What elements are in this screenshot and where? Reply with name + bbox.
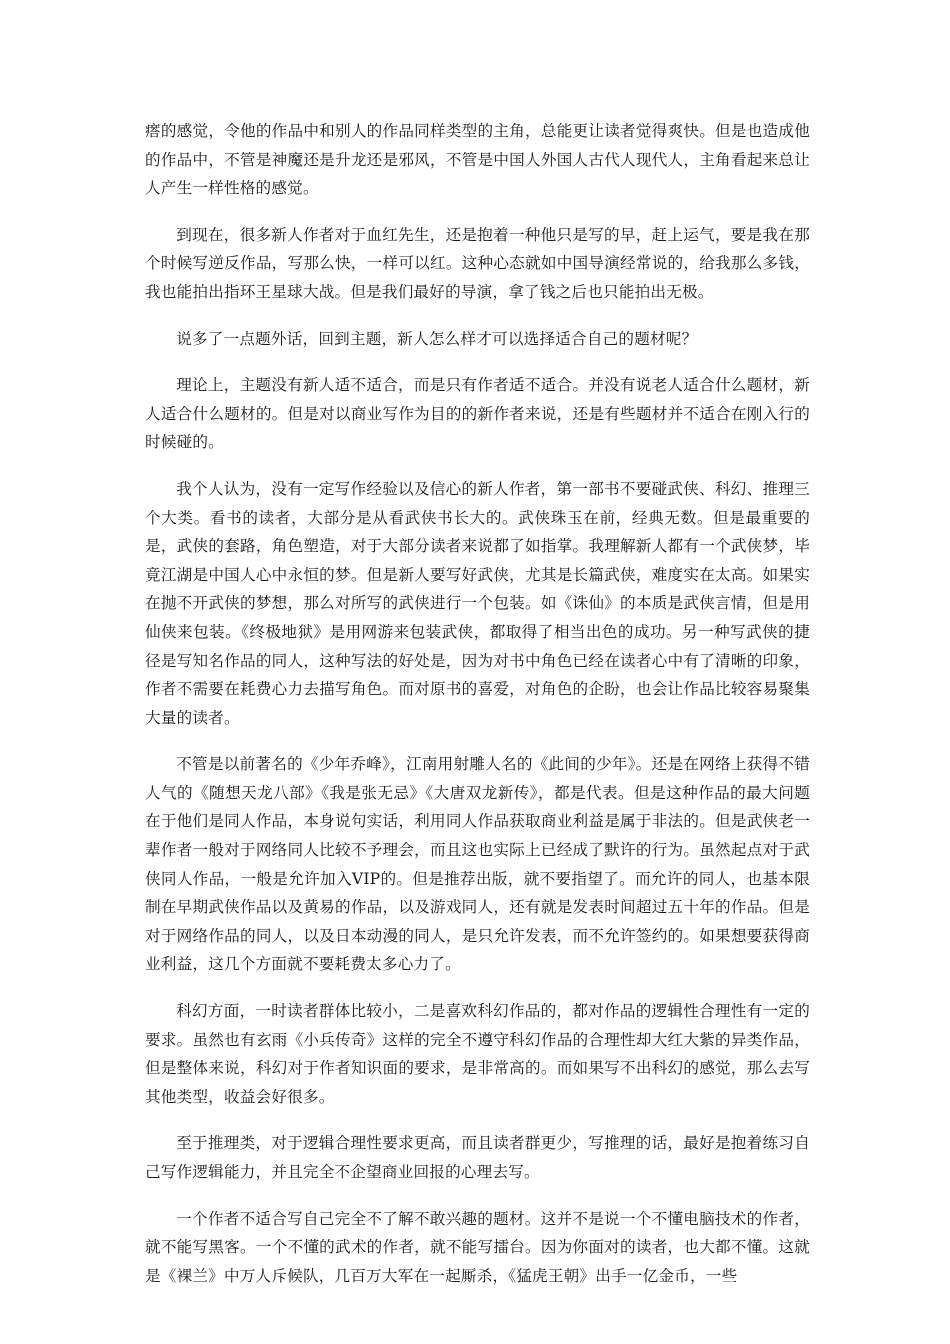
- paragraph-6: 不管是以前著名的《少年乔峰》，江南用射雕人名的《此间的少年》。还是在网络上获得不错人气的《随想天龙八部》《我是张无忌》《大唐双龙新传》，都是代表。但是这种作品的最大问题在于他们是同人作品，本身说句实话，利用同人作品获取商业利益是属于非法的。但是武侠老一辈作者一般对于网络同人比较不予理会，而且这也实际上已经成了默许的行为。虽然起点对于武侠同人作品，一般是允许加入VIP的。但是推荐出版，就不要指望了。而允许的同人，也基本限制在早期武侠作品以及黄易的作品，以及游戏同人，还有就是发表时间超过五十年的作品。但是对于网络作品的同人，以及日本动漫的同人，是只允许发表，而不允许签约的。如果想要获得商业利益，这几个方面就不要耗费太多心力了。: [145, 755, 810, 974]
- paragraph-8: 至于推理类，对于逻辑合理性要求更高，而且读者群更少，写推理的话，最好是抱着练习自己写作逻辑能力，并且完全不企望商业回报的心理去写。: [145, 1134, 810, 1181]
- paragraph-4: 理论上，主题没有新人适不适合，而是只有作者适不适合。并没有说老人适合什么题材，新人适合什么题材的。但是对以商业写作为目的的新作者来说，还是有些题材并不适合在刚入行的时候碰的。: [145, 376, 810, 452]
- document-body: [145, 117, 810, 1308]
- paragraph-9: 一个作者不适合写自己完全不了解不敢兴趣的题材。这并不是说一个不懂电脑技术的作者，就不能写黑客。一个不懂的武术的作者，就不能写擂台。因为你面对的读者，也大都不懂。这就是《裸兰》中万人斥候队，几百万大军在一起厮杀，《猛虎王朝》出手一亿金币，一些: [145, 1209, 810, 1285]
- paragraph-7: 科幻方面，一时读者群体比较小，二是喜欢科幻作品的，都对作品的逻辑性合理性有一定的要求。虽然也有玄雨《小兵传奇》这样的完全不遵守科幻作品的合理性却大红大紫的异类作品，但是整体来说，科幻对于作者知识面的要求，是非常高的。而如果写不出科幻的感觉，那么去写其他类型，收益会好很多。: [145, 1002, 810, 1106]
- paragraph-2: 到现在，很多新人作者对于血红先生，还是抱着一种他只是写的早，赶上运气，要是我在那个时候写逆反作品，写那么快，一样可以红。这种心态就如中国导演经常说的，给我那么多钱，我也能拍出指环王星球大战。但是我们最好的导演，拿了钱之后也只能拍出无极。: [145, 225, 810, 301]
- paragraph-1: 瘩的感觉，令他的作品中和别人的作品同样类型的主角，总能更让读者觉得爽快。但是也造成他的作品中，不管是神魔还是升龙还是邪风，不管是中国人外国人古代人现代人，主角看起来总让人产生一样性格的感觉。: [145, 122, 810, 198]
- paragraph-5: 我个人认为，没有一定写作经验以及信心的新人作者，第一部书不要碰武侠、科幻、推理三个大类。看书的读者，大部分是从看武侠书长大的。武侠珠玉在前，经典无数。但是最重要的是，武侠的套路，角色塑造，对于大部分读者来说都了如指掌。我理解新人都有一个武侠梦，毕竟江湖是中国人心中永恒的梦。但是新人要写好武侠，尤其是长篇武侠，难度实在太高。如果实在抛不开武侠的梦想，那么对所写的武侠进行一个包装。如《诛仙》的本质是武侠言情，但是用仙侠来包装。《终极地狱》是用网游来包装武侠，都取得了相当出色的成功。另一种写武侠的捷径是写知名作品的同人，这种写法的好处是，因为对书中角色已经在读者心中有了清晰的印象，作者不需要在耗费心力去描写角色。而对原书的喜爱，对角色的企盼，也会让作品比较容易聚集大量的读者。: [145, 479, 810, 727]
- paragraph-3: 说多了一点题外话，回到主题，新人怎么样才可以选择适合自己的题材呢？: [176, 329, 698, 348]
